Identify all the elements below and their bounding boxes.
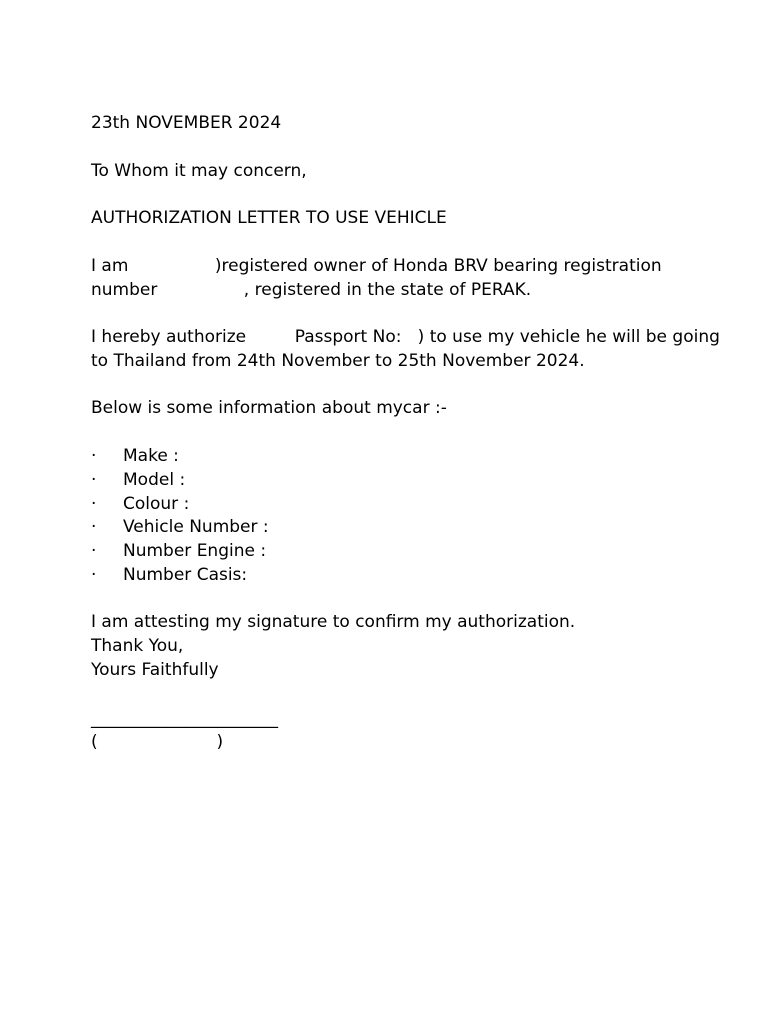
owner-paragraph-line-1: I am )registered owner of Honda BRV bearing registration (91, 256, 662, 276)
vehicle-info-intro: Below is some information about mycar :- (91, 398, 447, 418)
list-item (91, 468, 186, 492)
bullet-colour: Colour : (123, 494, 190, 514)
bullet-model: Model : (123, 470, 186, 490)
bullet-icon: · (91, 541, 97, 561)
signature-name-placeholder: ( ) (91, 732, 224, 752)
list-item (91, 539, 267, 563)
authorization-paragraph-line-1: I hereby authorize Passport No: ) to use my vehicle he will be going (91, 327, 720, 347)
list-item (91, 492, 190, 516)
attestation-line: I am attesting my signature to confirm my authorization. (91, 612, 576, 632)
list-item (91, 515, 269, 539)
letter-salutation: To Whom it may concern, (91, 161, 307, 181)
owner-paragraph-line-2: number , registered in the state of PERAK. (91, 280, 532, 300)
bullet-number-engine: Number Engine : (123, 541, 267, 561)
bullet-make: Make : (123, 446, 179, 466)
signature-line: ______________________ (91, 709, 278, 729)
authorization-paragraph-line-2: to Thailand from 24th November to 25th November 2024. (91, 351, 585, 371)
bullet-number-casis: Number Casis: (123, 565, 248, 585)
thanks-line: Thank You, (91, 636, 184, 656)
bullet-vehicle-number: Vehicle Number : (123, 517, 269, 537)
closing-line: Yours Faithfully (91, 660, 219, 680)
bullet-icon: · (91, 494, 97, 514)
letter-date: 23th NOVEMBER 2024 (91, 113, 282, 133)
bullet-icon: · (91, 446, 97, 466)
bullet-icon: · (91, 565, 97, 585)
list-item (91, 444, 179, 468)
letter-subject: AUTHORIZATION LETTER TO USE VEHICLE (91, 208, 447, 228)
list-item (91, 563, 248, 587)
bullet-icon: · (91, 470, 97, 490)
bullet-icon: · (91, 517, 97, 537)
